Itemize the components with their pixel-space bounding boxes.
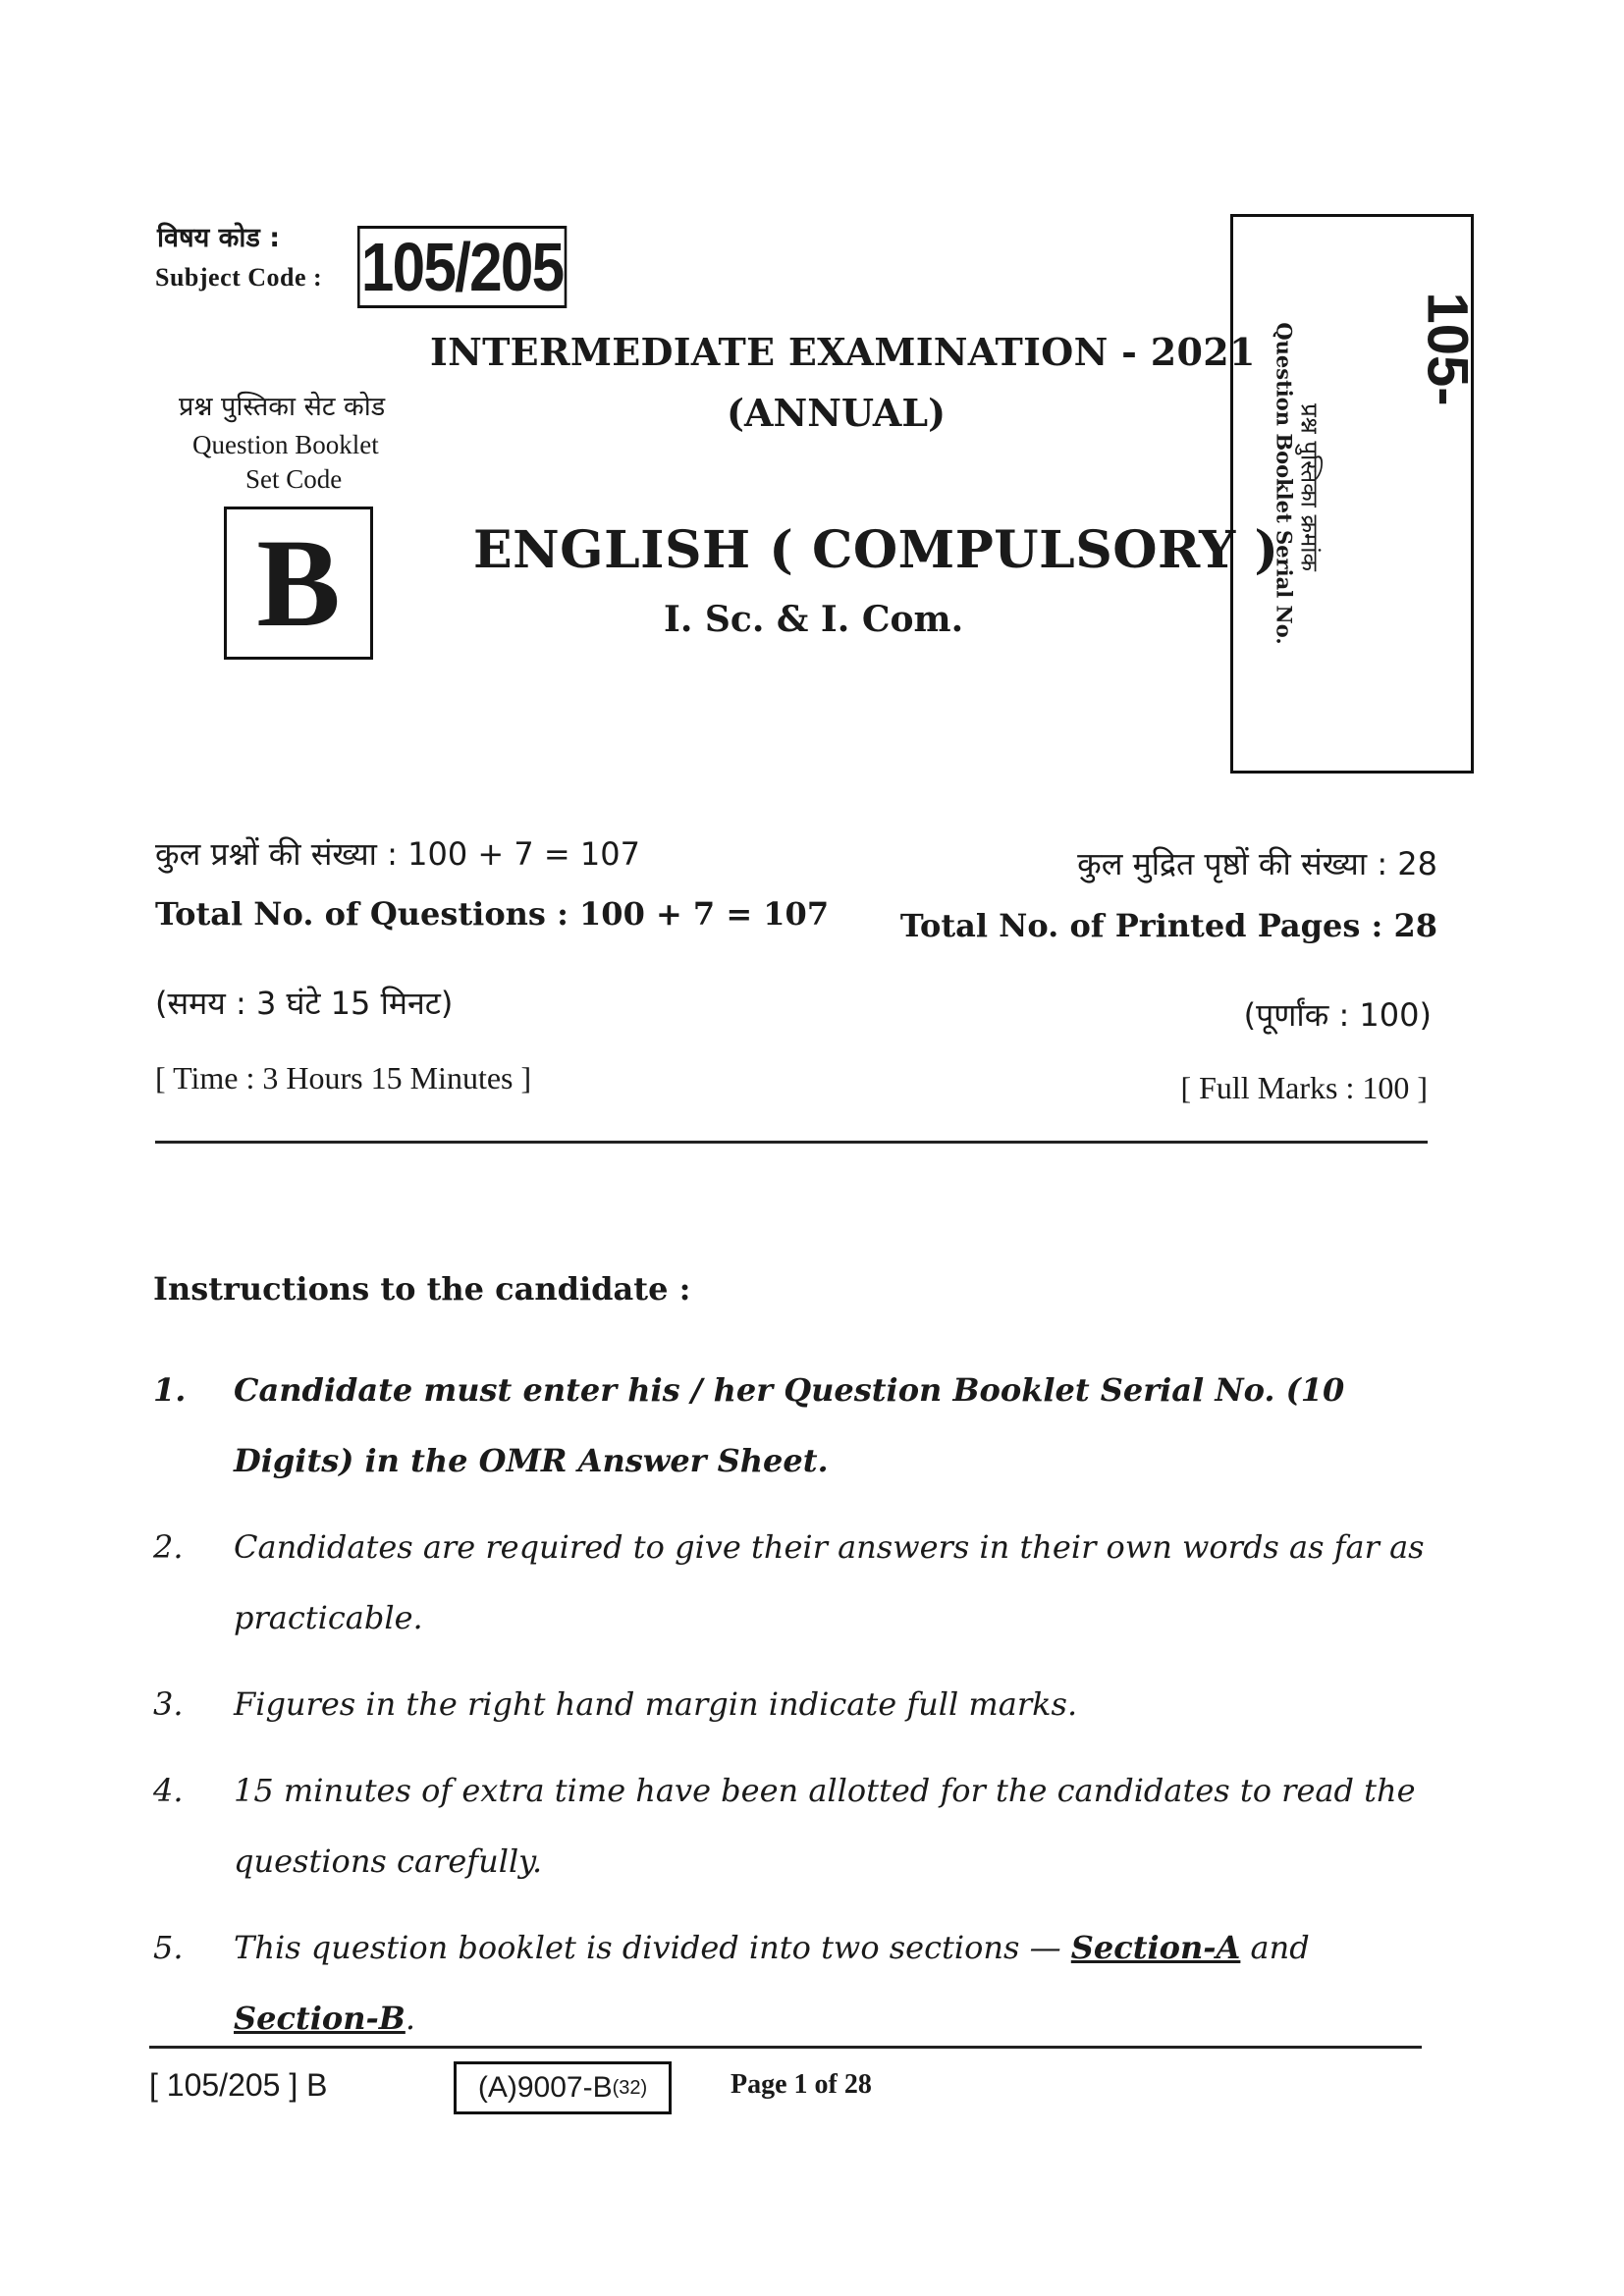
instruction-item	[153, 1512, 1430, 1653]
instruction-number: 2.	[153, 1528, 184, 1566]
instruction-item	[153, 1755, 1430, 1896]
stream-title: I. Sc. & I. Com.	[664, 599, 964, 640]
instructions-list	[153, 1355, 1430, 2069]
instruction-text-end: .	[405, 2000, 415, 2037]
subject-code-label: Subject Code :	[155, 263, 323, 292]
serial-label-hindi: प्रश्न पुस्तिका क्रमांक	[1295, 403, 1324, 571]
instruction-number: 3.	[153, 1685, 184, 1723]
instruction-text: This question booklet is divided into two sections —	[234, 1929, 1071, 1966]
total-questions-hindi: कुल प्रश्नों की संख्या : 100 + 7 = 107	[155, 835, 640, 873]
footer-subject-code: [ 105/205 ] B	[149, 2067, 328, 2103]
subject-code-box	[357, 226, 567, 308]
subject-title: ENGLISH ( COMPULSORY )	[473, 520, 1279, 580]
section-a-label: Section-A	[1070, 1929, 1241, 1966]
footer-booklet-code-small: (32)	[612, 2076, 648, 2099]
set-code: B	[256, 513, 341, 653]
instruction-item	[153, 1669, 1430, 1739]
total-questions: Total No. of Questions : 100 + 7 = 107	[155, 895, 830, 933]
instruction-number: 5.	[153, 1929, 184, 1966]
booklet-set-label-line2: Set Code	[245, 464, 343, 494]
subject-code: 105/205	[360, 229, 564, 305]
exam-session: (ANNUAL)	[727, 391, 947, 435]
instruction-text: 15 minutes of extra time have been allotted for the candidates to read the questions carefully.	[234, 1772, 1416, 1880]
instruction-text: Candidates are required to give their answers in their own words as far as practicable.	[234, 1528, 1425, 1636]
booklet-set-label-hindi: प्रश्न पुस्तिका सेट कोड	[179, 392, 386, 422]
instruction-text-middle: and	[1240, 1929, 1310, 1966]
time-allowed: [ Time : 3 Hours 15 Minutes ]	[155, 1060, 532, 1095]
footer-divider	[149, 2046, 1422, 2049]
instruction-number: 1.	[153, 1371, 187, 1409]
booklet-set-label-line1: Question Booklet	[192, 430, 379, 459]
page-number: Page 1 of 28	[731, 2069, 872, 2100]
instruction-text: Figures in the right hand margin indicate full marks.	[234, 1685, 1078, 1723]
instruction-number: 4.	[153, 1772, 184, 1809]
set-code-box	[224, 507, 373, 660]
instruction-item	[153, 1912, 1430, 2054]
serial-label: Question Booklet Serial No.	[1272, 322, 1297, 645]
instructions-heading: Instructions to the candidate :	[153, 1270, 691, 1308]
total-pages: Total No. of Printed Pages : 28	[899, 907, 1437, 944]
time-hindi: (समय : 3 घंटे 15 मिनट)	[155, 985, 454, 1022]
divider	[155, 1141, 1428, 1144]
section-b-label: Section-B	[234, 2000, 406, 2037]
exam-title: INTERMEDIATE EXAMINATION - 2021	[430, 330, 1256, 374]
instruction-item	[153, 1355, 1430, 1496]
footer-booklet-code-box	[454, 2061, 672, 2114]
instruction-text: Candidate must enter his / her Question Booklet Serial No. (10 Digits) in the OMR Answer Sheet.	[234, 1371, 1345, 1479]
total-pages-hindi: कुल मुद्रित पृष्ठों की संख्या : 28	[1077, 845, 1437, 882]
footer-booklet-code: (A)9007-B	[477, 2071, 613, 2104]
subject-code-label-hindi: विषय कोड :	[157, 223, 281, 253]
full-marks-hindi: (पूर्णांक : 100)	[1243, 996, 1432, 1034]
full-marks: [ Full Marks : 100 ]	[1180, 1070, 1428, 1105]
serial-number: 105-	[1415, 292, 1480, 406]
